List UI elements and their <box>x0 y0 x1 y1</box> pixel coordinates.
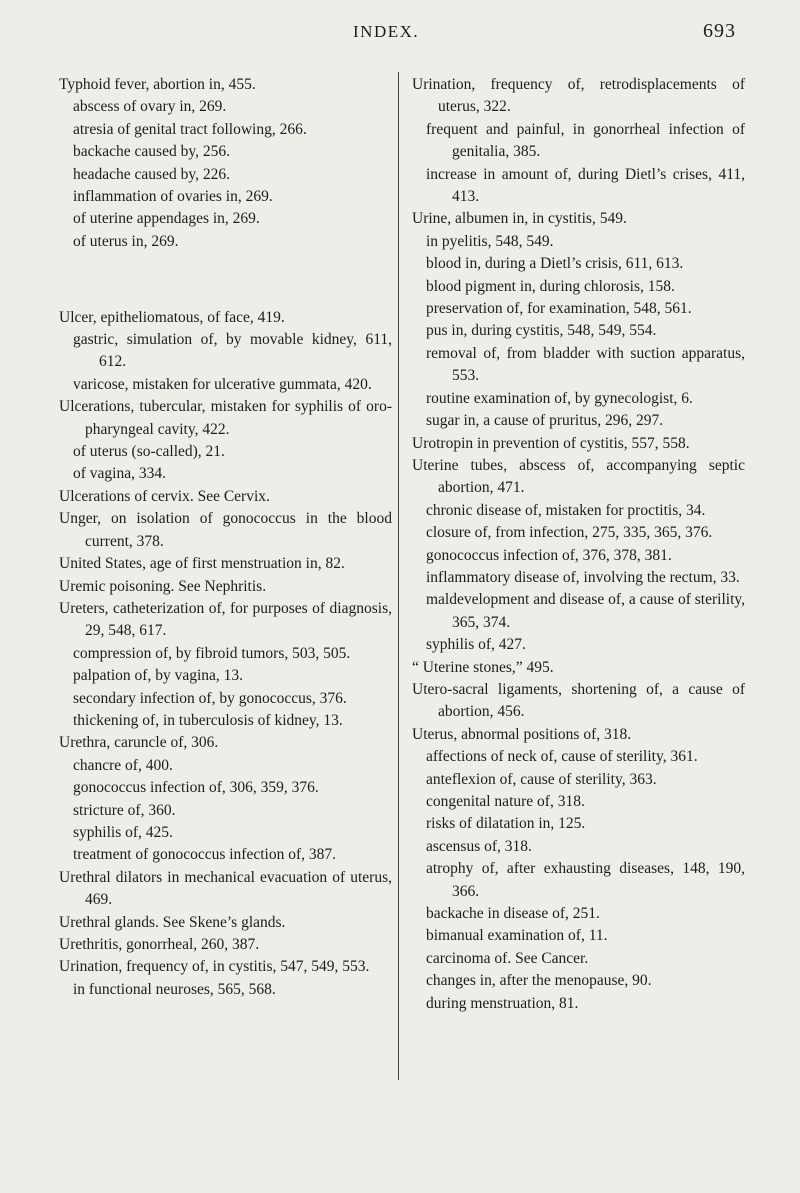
index-entry: Ulcerations, tubercular, mistaken for syphilis of oro-pharyngeal cavity, 422. <box>59 398 392 438</box>
index-subentry: closure of, from infection, 275, 335, 365, 376. <box>426 524 713 542</box>
index-subentry: gastric, simulation of, by movable kidney, 611, 612. <box>73 331 392 371</box>
index-subentry: congenital nature of, 318. <box>426 793 585 810</box>
index-entry: Typhoid fever, abortion in, 455. <box>59 76 256 93</box>
index-entry: “ Uterine stones,” 495. <box>412 658 554 676</box>
index-subentry: changes in, after the menopause, 90. <box>426 972 652 990</box>
index-entry: Uremic poisoning. See Nephritis. <box>59 577 267 595</box>
index-entry: Unger, on isolation of gonococcus in the blood current, 378. <box>59 510 392 550</box>
index-subentry: atrophy of, after exhausting diseases, 148, 190, 366. <box>426 860 745 900</box>
index-subentry: gonococcus infection of, 376, 378, 381. <box>426 546 672 564</box>
index-subentry: pus in, during cystitis, 548, 549, 554. <box>426 322 657 340</box>
index-subentry: carcinoma of. See Cancer. <box>426 949 589 967</box>
index-subentry: removal of, from bladder with suction apparatus, 553. <box>426 344 745 385</box>
index-entry: Urine, albumen in, in cystitis, 549. <box>412 210 627 228</box>
index-subentry: abscess of ovary in, 269. <box>73 98 227 116</box>
index-subentry: backache in disease of, 251. <box>426 905 600 923</box>
index-subentry: inflammatory disease of, involving the rectum, 33. <box>426 568 740 586</box>
index-subentry: treatment of gonococcus infection of, 387. <box>73 846 336 864</box>
index-entry: Urethral glands. See Skene’s glands. <box>59 913 286 931</box>
index-subentry: of uterus (so-called), 21. <box>73 443 225 461</box>
index-subentry: secondary infection of, by gonococcus, 376. <box>73 689 347 707</box>
running-head: INDEX. <box>353 22 420 41</box>
index-entry: Ulcer, epitheliomatous, of face, 419. <box>59 308 285 326</box>
index-entry: Ureters, catheterization of, for purposes of diagnosis, 29, 548, 617. <box>59 599 392 640</box>
index-subentry: syphilis of, 427. <box>426 636 526 654</box>
index-entry: Urotropin in prevention of cystitis, 557, 558. <box>412 434 690 452</box>
index-subentry: ascensus of, 318. <box>426 837 532 855</box>
index-subentry: in functional neuroses, 565, 568. <box>73 980 276 998</box>
index-entry: Urination, frequency of, retrodisplacements of uterus, 322. <box>412 76 745 116</box>
index-subentry: atresia of genital tract following, 266. <box>73 120 307 138</box>
index-column-right <box>412 74 745 1015</box>
index-entry: Utero-sacral ligaments, shortening of, a cause of abortion, 456. <box>412 680 745 721</box>
index-subentry: of vagina, 334. <box>73 465 166 483</box>
index-subentry: of uterus in, 269. <box>73 232 179 250</box>
index-subentry: sugar in, a cause of pruritus, 296, 297. <box>426 412 664 430</box>
index-subentry: affections of neck of, cause of sterility, 361. <box>426 748 698 766</box>
index-subentry: during menstruation, 81. <box>426 994 579 1012</box>
index-subentry: of uterine appendages in, 269. <box>73 210 260 228</box>
index-subentry: chronic disease of, mistaken for proctitis, 34. <box>426 501 706 519</box>
index-subentry: maldevelopment and disease of, a cause of sterility, 365, 374. <box>426 591 745 631</box>
index-subentry: in pyelitis, 548, 549. <box>426 232 554 250</box>
index-subentry: headache caused by, 226. <box>73 165 230 183</box>
index-subentry: chancre of, 400. <box>73 756 173 774</box>
index-entry: Ulcerations of cervix. See Cervix. <box>59 487 270 505</box>
index-subentry: risks of dilatation in, 125. <box>426 815 586 833</box>
column-divider <box>398 72 399 1080</box>
index-subentry: increase in amount of, during Dietl’s crises, 411, 413. <box>426 165 745 206</box>
index-entry: Urethra, caruncle of, 306. <box>59 734 219 752</box>
index-subentry: syphilis of, 425. <box>73 823 173 841</box>
index-subentry: gonococcus infection of, 306, 359, 376. <box>73 779 319 797</box>
index-subentry: routine examination of, by gynecologist, 6. <box>426 389 693 407</box>
index-subentry: thickening of, in tuberculosis of kidney, 13. <box>73 711 343 729</box>
page-number: 693 <box>703 20 736 42</box>
index-entry: Urethritis, gonorrheal, 260, 387. <box>59 936 260 954</box>
index-subentry: anteflexion of, cause of sterility, 363. <box>426 770 657 788</box>
index-entry: United States, age of first menstruation in, 82. <box>59 555 345 573</box>
index-column-left <box>59 74 392 1001</box>
index-subentry: frequent and painful, in gonorrheal infection of genitalia, 385. <box>426 120 745 161</box>
index-entry: Urination, frequency of, in cystitis, 547, 549, 553. <box>59 958 370 976</box>
index-subentry: preservation of, for examination, 548, 561. <box>426 300 692 318</box>
entry-spacer <box>59 269 392 291</box>
index-entry: Urethral dilators in mechanical evacuation of uterus, 469. <box>59 868 392 909</box>
index-entry: Uterine tubes, abscess of, accompanying septic abortion, 471. <box>412 456 745 497</box>
index-subentry: stricture of, 360. <box>73 801 176 819</box>
index-subentry: inflammation of ovaries in, 269. <box>73 188 273 206</box>
index-subentry: blood pigment in, during chlorosis, 158. <box>426 277 675 295</box>
page-header <box>0 22 800 48</box>
index-entry: Uterus, abnormal positions of, 318. <box>412 725 632 743</box>
index-subentry: bimanual examination of, 11. <box>426 927 608 945</box>
index-subentry: blood in, during a Dietl’s crisis, 611, 613. <box>426 255 684 273</box>
index-subentry: compression of, by fibroid tumors, 503, 505. <box>73 644 351 662</box>
index-subentry: backache caused by, 256. <box>73 143 230 161</box>
index-subentry: varicose, mistaken for ulcerative gummata, 420. <box>73 375 372 393</box>
index-subentry: palpation of, by vagina, 13. <box>73 667 244 685</box>
